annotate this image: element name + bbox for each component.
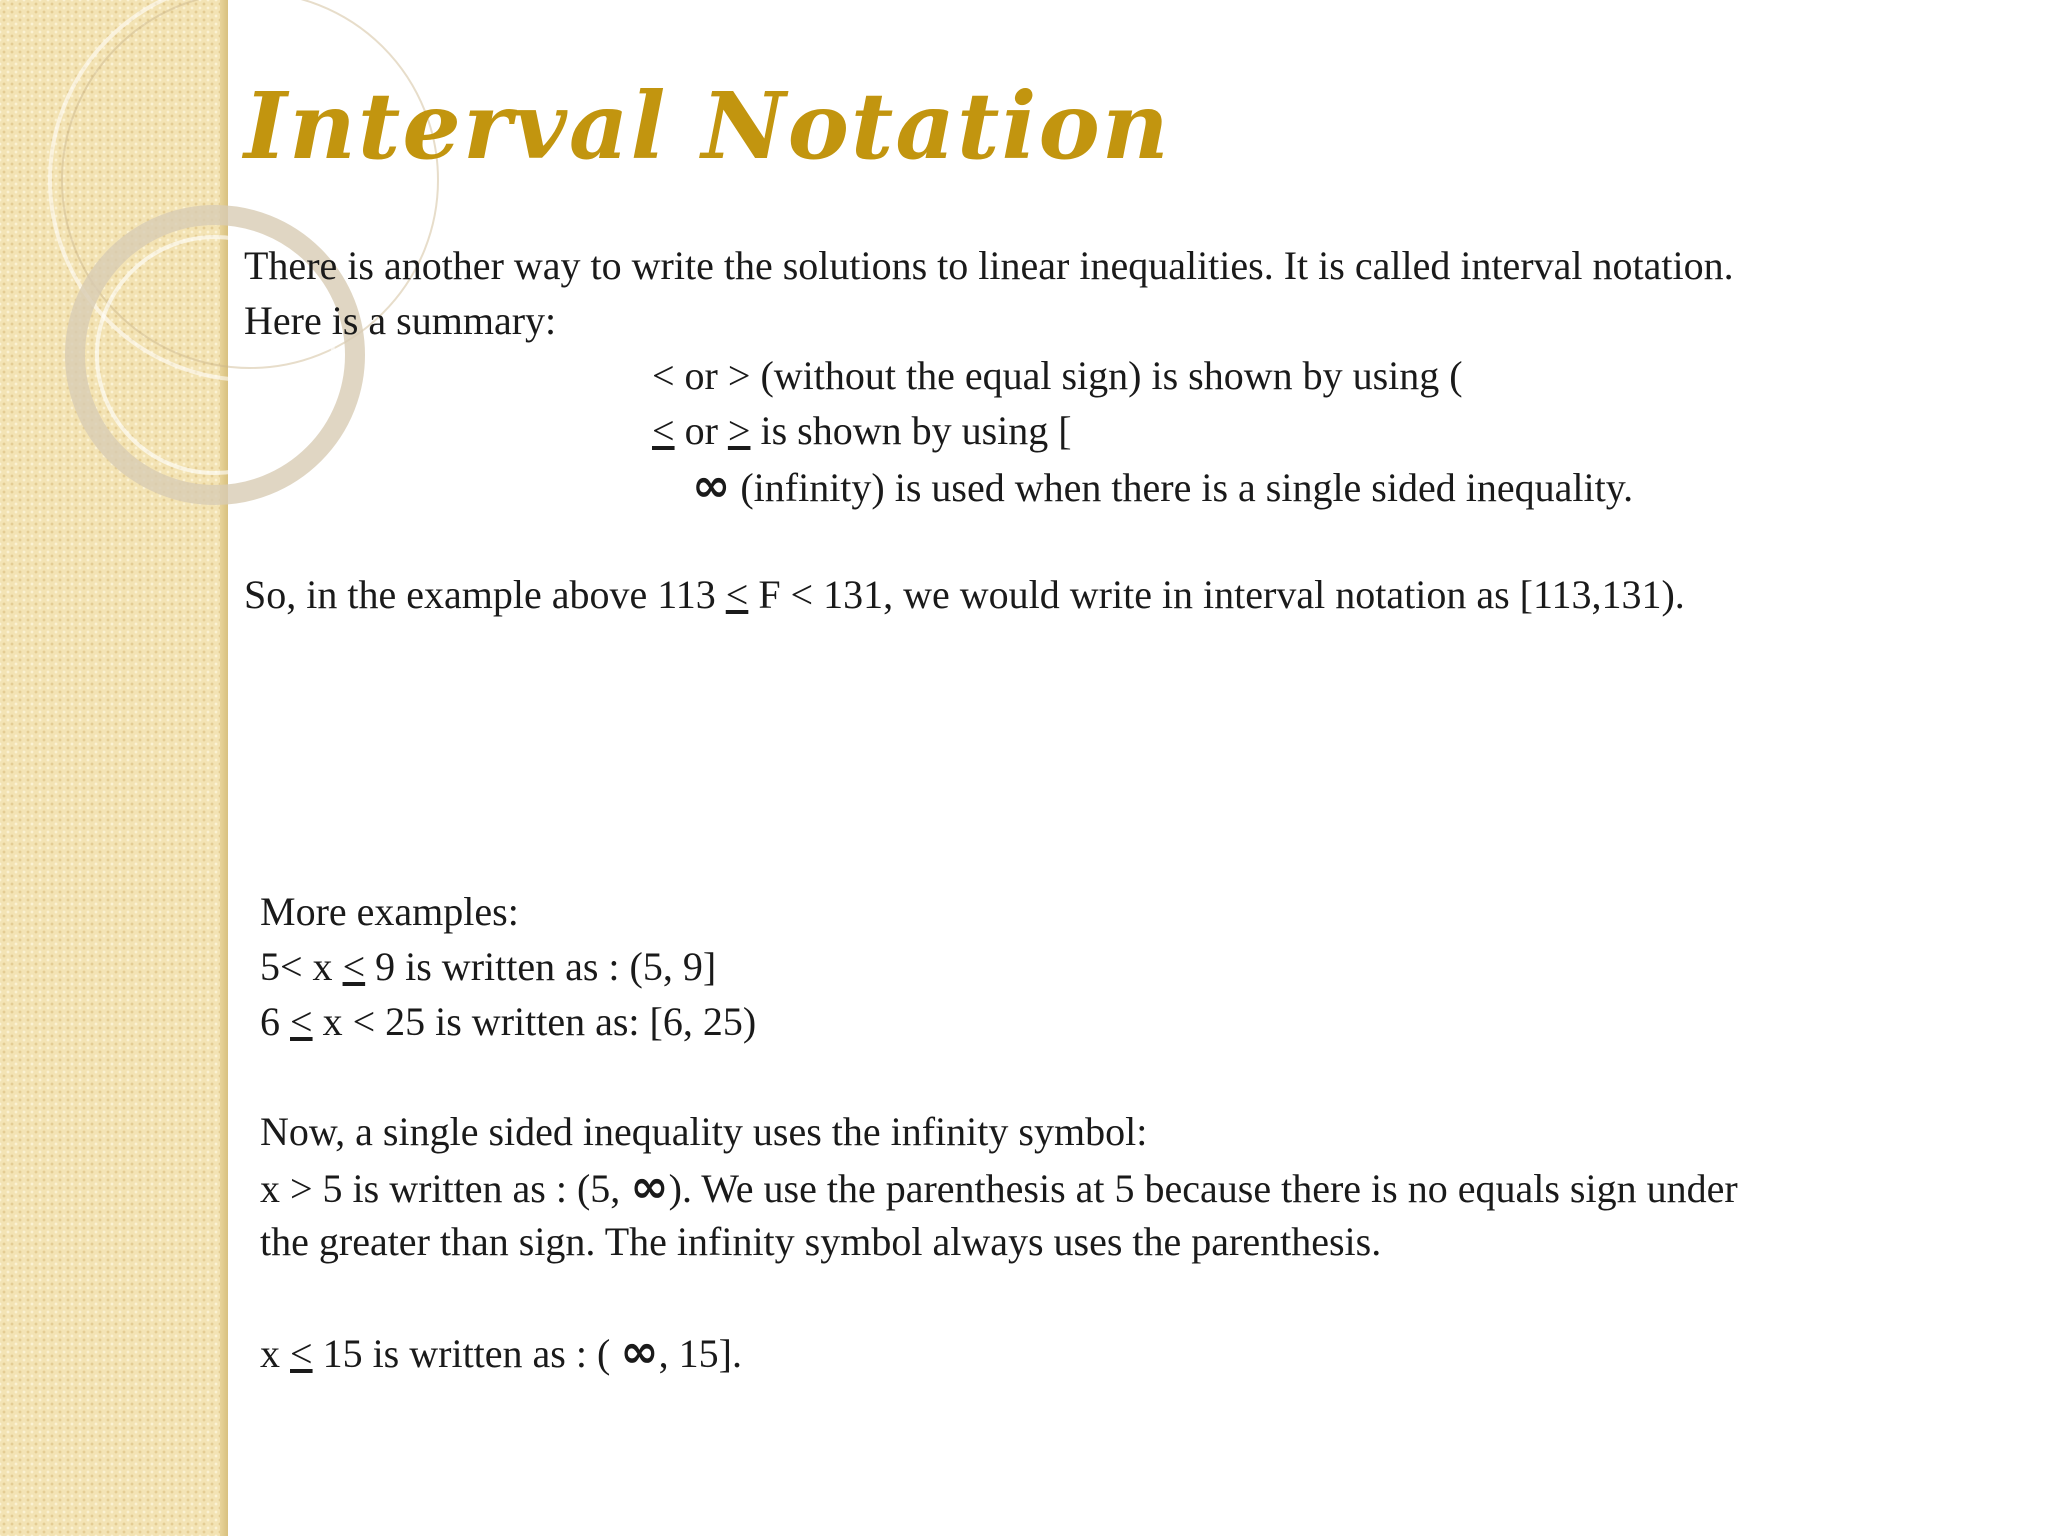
example-1-right: 9 is written as : (5, 9] bbox=[365, 944, 717, 989]
example-2-left: 6 bbox=[260, 999, 290, 1044]
example-text bbox=[244, 567, 1685, 622]
intro-line-1: There is another way to write the solutions to linear inequalities. It is called interval notation. bbox=[244, 243, 1734, 288]
example-1-left: 5< x bbox=[260, 944, 343, 989]
summary-rule-parenthesis: < or > (without the equal sign) is shown by using ( bbox=[652, 353, 1463, 398]
less-equal-symbol: < bbox=[290, 999, 313, 1044]
summary-list bbox=[652, 348, 1633, 513]
example-3-after: ). We use the parenthesis at 5 because there is no equals sign under bbox=[668, 1166, 1738, 1211]
example-after: F < 131, we would write in interval notation as [113,131). bbox=[748, 572, 1685, 617]
more-examples bbox=[260, 884, 1738, 1379]
spacer bbox=[260, 1269, 1738, 1324]
example-4-after: , 15]. bbox=[658, 1331, 742, 1376]
slide-title: Interval Notation bbox=[244, 72, 1171, 180]
example-3 bbox=[260, 1159, 1738, 1214]
summary-rule-infinity bbox=[652, 458, 1633, 513]
example-2-right: x < 25 is written as: [6, 25) bbox=[312, 999, 757, 1044]
less-equal-symbol: < bbox=[652, 408, 675, 453]
example-4-mid: 15 is written as : ( bbox=[312, 1331, 621, 1376]
spacer bbox=[260, 1049, 1738, 1104]
example-1 bbox=[260, 939, 1738, 994]
less-equal-symbol: < bbox=[290, 1331, 313, 1376]
more-examples-heading: More examples: bbox=[260, 889, 519, 934]
example-4-before: x bbox=[260, 1331, 290, 1376]
less-equal-symbol: < bbox=[342, 944, 366, 989]
summary-rule-infinity-text: (infinity) is used when there is a single sided inequality. bbox=[730, 465, 1634, 510]
summary-rule-bracket bbox=[652, 403, 1633, 458]
infinity-icon: ∞ bbox=[630, 1159, 669, 1213]
single-sided-note-2: the greater than sign. The infinity symbol always uses the parenthesis. bbox=[260, 1219, 1382, 1264]
example-before: So, in the example above 113 bbox=[244, 572, 726, 617]
less-equal-symbol: < bbox=[725, 572, 749, 617]
example-3-before: x > 5 is written as : (5, bbox=[260, 1166, 631, 1211]
infinity-icon: ∞ bbox=[620, 1324, 659, 1378]
greater-equal-symbol: > bbox=[727, 408, 751, 453]
intro-line-2: Here is a summary: bbox=[244, 298, 557, 343]
infinity-icon: ∞ bbox=[692, 458, 731, 512]
example-line bbox=[244, 567, 1685, 622]
example-2 bbox=[260, 994, 1738, 1049]
intro-text bbox=[244, 238, 1734, 348]
single-sided-note: Now, a single sided inequality uses the infinity symbol: bbox=[260, 1109, 1148, 1154]
summary-rule-bracket-or: or bbox=[674, 408, 728, 453]
summary-rule-bracket-text: is shown by using [ bbox=[750, 408, 1072, 453]
example-4 bbox=[260, 1324, 1738, 1379]
